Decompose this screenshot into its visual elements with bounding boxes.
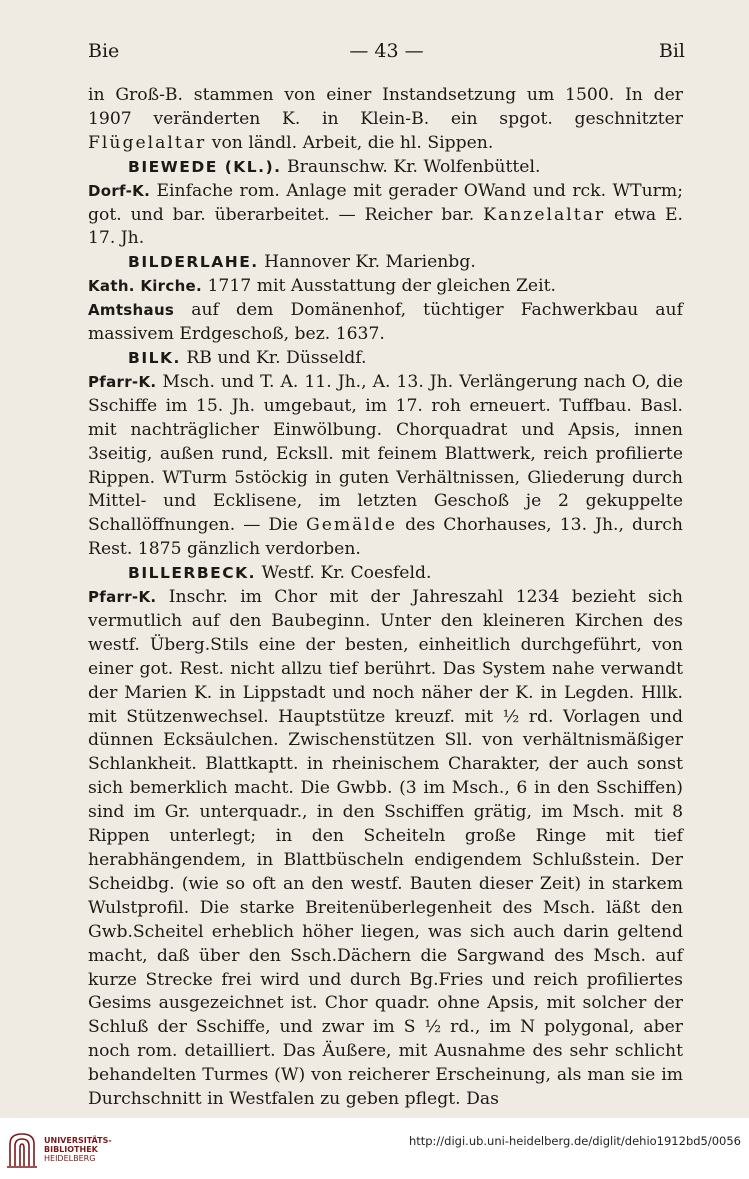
header-left-catchword: Bie xyxy=(88,40,120,62)
place-name: BILDERLAHE. xyxy=(128,253,259,272)
spaced-term: Gemälde xyxy=(305,515,398,536)
university-library-logo-icon xyxy=(6,1130,38,1170)
entry-kath-kirche: Kath. Kirche. 1717 mit Ausstattung der gleichen Zeit. xyxy=(88,276,556,297)
page-number: — 43 — xyxy=(349,40,424,62)
keyword: Dorf-K. xyxy=(88,181,151,200)
spaced-term: Flügelaltar xyxy=(88,132,207,153)
source-url-link[interactable]: http://digi.ub.uni-heidelberg.de/diglit/dehio1912bd5/0056 xyxy=(408,1134,741,1148)
header-right-catchword: Bil xyxy=(658,40,685,62)
place-name: BILK. xyxy=(128,348,181,367)
entry-heading-biewede: BIEWEDE (KL.). Braunschw. Kr. Wolfenbüttel. xyxy=(128,156,541,177)
entry-amtshaus: Amtshaus auf dem Domänenhof, tüchtiger Fachwerkbau auf massivem Erdgeschoß, bez. 1637. xyxy=(88,300,683,345)
entry-heading-bilderlahe: BILDERLAHE. Hannover Kr. Marienbg. xyxy=(128,252,476,273)
place-name: BIEWEDE (KL.). xyxy=(128,157,282,176)
entry-heading-bilk: BILK. RB und Kr. Düsseldf. xyxy=(128,347,367,368)
body-text xyxy=(88,84,683,1112)
paragraph-continuation: in Groß-B. stammen von einer Instandsetzung um 1500. In der 1907 veränderten K. in Klein-B. ein spgot. geschnitzter Flügelaltar von ländl. Arbeit, die hl. Sippen. xyxy=(88,85,683,153)
entry-pfarr-k-bilk: Pfarr-K. Msch. und T. A. 11. Jh., A. 13. Jh. Verlängerung nach O, die Sschiffe im 15. Jh. umgebaut, im 17. roh erneuert. Tuffbau. Basl. mit nachträglicher Einwölbung. Chorquadrat und Apsis, innen 3seitig, außen rund, Ecksll. mit feinem Blattwerk, reich profilierte Rippen. WTurm 5stöckig in guten Verhältnissen, Gliederung durch Mittel- und Ecklisene, im letzten Geschoß je 2 gekuppelte Schallöffnungen. — Die Gemälde des Chorhauses, 13. Jh., durch Rest. 1875 gänzlich verdorben. xyxy=(88,371,683,560)
keyword: Pfarr-K. xyxy=(88,372,157,391)
entry-heading-billerbeck: BILLERBECK. Westf. Kr. Coesfeld. xyxy=(128,563,432,584)
library-name: UNIVERSITÄTS- BIBLIOTHEK HEIDELBERG xyxy=(44,1136,112,1163)
place-name: BILLERBECK. xyxy=(128,564,257,583)
keyword: Amtshaus xyxy=(88,301,175,320)
spaced-term: Kanzelaltar xyxy=(483,204,606,225)
keyword: Pfarr-K. xyxy=(88,588,157,607)
digitization-footer xyxy=(0,1118,749,1179)
entry-pfarr-k-billerbeck: Pfarr-K. Inschr. im Chor mit der Jahreszahl 1234 bezieht sich vermutlich auf den Baubeginn. Unter den kleineren Kirchen des westf. Überg.Stils eine der besten, einheitlich durchgeführt, von einer got. Rest. nicht allzu tief berührt. Das System nahe verwandt der Marien K. in Lippstadt und noch näher der K. in Legden. Hllk. mit Stützenwechsel. Hauptstütze kreuzf. mit ½ rd. Vorlagen und dünnen Ecksäulchen. Zwischenstützen Sll. von verhältnismäßiger Schlankheit. Blattkaptt. in rheinischem Charakter, der auch sonst sich bemerklich macht. Die Gwbb. (3 im Msch., 6 in den Sschiffen) sind im Gr. unterquadr., in den Sschiffen grätig, im Msch. mit 8 Rippen unterlegt; in den Scheiteln große Ringe mit tief herabhängendem, in Blattbüscheln endigendem Schlußstein. Der Scheidbg. (wie so oft an den westf. Bauten dieser Zeit) in starkem Wulstprofil. Die starke Breitenüberlegenheit des Msch. läßt den Gwb.Scheitel erheblich höher liegen, was sich auch darin geltend macht, daß über den Ssch.Dächern die Sargwand des Msch. auf kurze Strecke frei wird und durch Bg.Fries und reich profiliertes Gesims ausgezeichnet ist. Chor quadr. ohne Apsis, mit solcher der Schluß der Sschiffe, und zwar im S ½ rd., im N polygonal, aber noch rom. detailliert. Das Äußere, mit Ausnahme des sehr schlicht behandelten Turmes (W) von reicherer Erscheinung, als man sie im Durchschnitt in Westfalen zu geben pflegt. Das xyxy=(88,587,683,1110)
page-header xyxy=(88,40,685,68)
entry-dorf-k: Dorf-K. Einfache rom. Anlage mit gerader OWand und rck. WTurm; got. und bar. überarbeitet. — Reicher bar. Kanzelaltar etwa E. 17. Jh. xyxy=(88,180,683,249)
keyword: Kath. Kirche. xyxy=(88,277,203,296)
